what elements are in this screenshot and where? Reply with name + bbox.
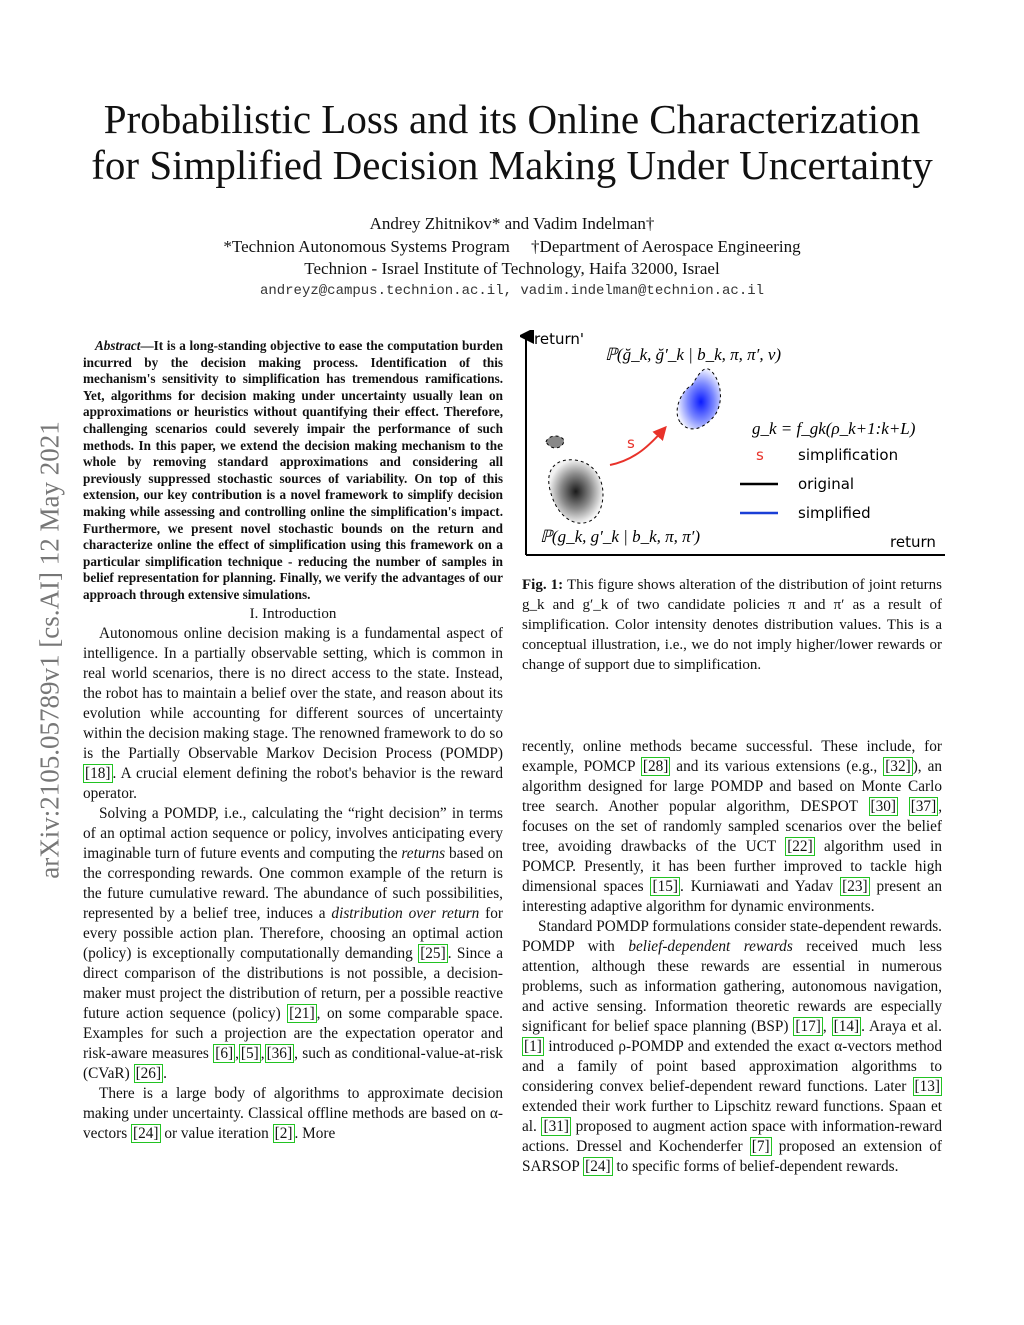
citation-link[interactable]: [36] bbox=[266, 1044, 293, 1062]
return-equation: g_k = f_gk(ρ_k+1:k+L) bbox=[752, 419, 916, 438]
caption-text: This figure shows alteration of the distribution of joint returns g_k and g′_k of two candidate policies π and π′ as a result of simplification. Color intensity denotes distribution values. This is a conceptual illustration, i.e., we do not imply higher/lower rewards or change of support due to simplification. bbox=[522, 577, 942, 673]
abstract-label: Abstract bbox=[95, 338, 141, 353]
citation-link[interactable]: [23] bbox=[842, 878, 868, 895]
simplified-distribution-blob bbox=[677, 369, 720, 429]
paper-title-line1: Probabilistic Loss and its Online Characterization bbox=[103, 96, 921, 142]
citation-link[interactable]: [14] bbox=[833, 1018, 860, 1035]
citation-link[interactable]: [17] bbox=[795, 1018, 821, 1035]
bottom-distribution-label: ℙ(g_k, g′_k | b_k, π, π′) bbox=[540, 527, 701, 546]
authors: Andrey Zhitnikov* and Vadim Indelman† bbox=[369, 214, 655, 233]
citation-link[interactable]: [7] bbox=[751, 1138, 770, 1155]
paper-title-line2: for Simplified Decision Making Under Uncertainty bbox=[91, 142, 933, 188]
y-axis-label: return' bbox=[534, 330, 584, 348]
legend-simplified-label: simplified bbox=[798, 504, 871, 522]
affiliation-line2: Technion - Israel Institute of Technology, Haifa 32000, Israel bbox=[304, 259, 720, 278]
citation-link[interactable]: [28] bbox=[642, 758, 669, 775]
citation-link[interactable]: [21] bbox=[289, 1004, 315, 1022]
simplification-arrow bbox=[610, 428, 665, 465]
citation-link[interactable]: [24] bbox=[133, 1124, 159, 1142]
citation-link[interactable]: [30] bbox=[870, 798, 897, 815]
citation-link[interactable]: [15] bbox=[652, 878, 678, 895]
citation-link[interactable]: [13] bbox=[914, 1078, 941, 1095]
intro-paragraph-3: There is a large body of algorithms to approximate decision making under uncertainty. Classical offline methods are based on α-vectors [24] or value iteration [2] . More bbox=[83, 1084, 503, 1142]
citation-link[interactable]: [25] bbox=[420, 944, 446, 962]
caption-label: Fig. 1: bbox=[522, 577, 564, 593]
citation-link[interactable]: [6] bbox=[215, 1044, 234, 1062]
figure-1 bbox=[520, 330, 950, 560]
legend-original-label: original bbox=[798, 475, 855, 493]
abstract bbox=[83, 338, 503, 604]
left-column bbox=[83, 338, 503, 1144]
original-distribution-small-blob bbox=[546, 436, 564, 448]
abstract-text: —It is a long-standing objective to ease the computation burden incurred by the decision making process. Identification of this mechanism's sensitivity to simplification has tremendous ramifications. Yet, algorithms for decision making under uncertainty usually lean on approximations or heuristics without quantifying their effect. Therefore, challenging scenarios could severely impair the performance of such methods. In this paper, we extend the decision making mechanism to the whole by removing standard approximations and considering all previously suppressed stochastic sources of variability. On top of this extension, our key contribution is a novel framework to simplify decision making while assessing and controlling online the simplification's impact. Furthermore, we present novel stochastic bounds on the return and characterize online the effect of simplification using this framework on a particular simplification technique - reducing the number of samples in belief representation for planning. Finally, we verify the advantages of our approach through extensive simulations. bbox=[83, 338, 503, 602]
arxiv-id: arXiv:2105.05789v1 [cs.AI] 12 May 2021 bbox=[34, 421, 65, 879]
right-paragraph-1: recently, online methods became successful. These include, for example, POMCP [28] and its various extensions (e.g., [32] ), an algorithm designed for large POMDP and based on Monte Carlo tree search. Another popular algorithm, DESPOT [30] [37] , focuses on the set of randomly sampled scenarios over the belief tree, avoiding drawbacks of the UCT [22] algorithm used in POMCP. Presently, it has been further improved to tackle high dimensional spaces [15] . Kurniawati and Yadav [23] present an interesting adaptive algorithm for dynamic environments. bbox=[522, 738, 943, 915]
citation-link[interactable]: [18] bbox=[85, 764, 111, 782]
citation-link[interactable]: [31] bbox=[543, 1118, 569, 1135]
figure-caption bbox=[522, 575, 942, 675]
citation-link[interactable]: [22] bbox=[787, 838, 813, 855]
original-distribution-blob bbox=[549, 460, 603, 523]
author-emails: andreyz@campus.technion.ac.il, vadim.indelman@technion.ac.il bbox=[259, 283, 765, 299]
arrow-label: s bbox=[627, 434, 635, 452]
citation-link[interactable]: [32] bbox=[885, 758, 911, 775]
citation-link[interactable]: [1] bbox=[524, 1038, 542, 1055]
intro-paragraph-1: Autonomous online decision making is a fundamental aspect of intelligence. In a partially observable setting, which is common in real world scenarios, there is no direct access to the state. Instead, the robot has to maintain a belief over the state, and reason about its evolution while accounting for different sources of uncertainty within the decision making stage. The renowned framework to do so is the Partially Observable Markov Decision Process (POMDP) [18] . A crucial element defining the robot's behavior is the reward operator. bbox=[83, 624, 503, 802]
section-heading-introduction: I. Introduction bbox=[249, 605, 337, 622]
citation-link[interactable]: [5] bbox=[240, 1044, 259, 1062]
right-paragraph-2: Standard POMDP formulations consider state-dependent rewards. POMDP with belief-dependent rewards received much less attention, although these rewards are essential in numerous problems, such as information gathering, autonomous navigation, and active sensing. Information theoretic rewards are especially significant for belief space planning (BSP) [17] , [14] . Araya et al. [1] introduced ρ-POMDP and extended the exact α-vectors method and a family of point based approximation algorithms to considering convex belief-dependent reward functions. Later [13] extended their work further to Lipschitz reward functions. Spaan et al. [31] proposed to augment action space with information-reward actions. Dressel and Kochenderfer [7] proposed an extension of SARSOP [24] to specific forms of belief-dependent rewards. bbox=[522, 918, 943, 1175]
citation-link[interactable]: [26] bbox=[135, 1064, 162, 1082]
affiliation-line1: *Technion Autonomous Systems Program †Department of Aerospace Engineering bbox=[223, 237, 801, 256]
intro-paragraph-2: Solving a POMDP, i.e., calculating the “right decision” in terms of an optimal action sequence or policy, involves anticipating every imaginable turn of future events and computing the returns based on the corresponding rewards. One common example of the return is the future cumulative reward. The abundance of such possibilities, represented by a belief tree, induces a distribution over return for every possible action plan. Therefore, choosing an optimal action (policy) is exceptionally computationally demanding [25] . Since a direct comparison of the distributions is not possible, a decision-maker must project the distribution of return, per a possible reactive future action sequence (policy) [21] , on some comparable space. Examples for such a projection are the expectation operator and risk-aware measures [6] , [5] , [36] , such as conditional-value-at-risk (CVaR) [26] . bbox=[83, 804, 503, 1082]
arxiv-stamp bbox=[30, 350, 70, 950]
legend-s-symbol: s bbox=[756, 446, 764, 464]
top-distribution-label: ℙ(ğ_k, ğ′_k | b_k, π, π′, ν) bbox=[605, 345, 782, 364]
citation-link[interactable]: [37] bbox=[910, 798, 937, 815]
right-column bbox=[522, 737, 942, 1177]
x-axis-label: return bbox=[890, 533, 936, 551]
citation-link[interactable]: [2] bbox=[274, 1124, 293, 1142]
legend-simplification-label: simplification bbox=[798, 446, 899, 464]
citation-link[interactable]: [24] bbox=[585, 1158, 611, 1175]
